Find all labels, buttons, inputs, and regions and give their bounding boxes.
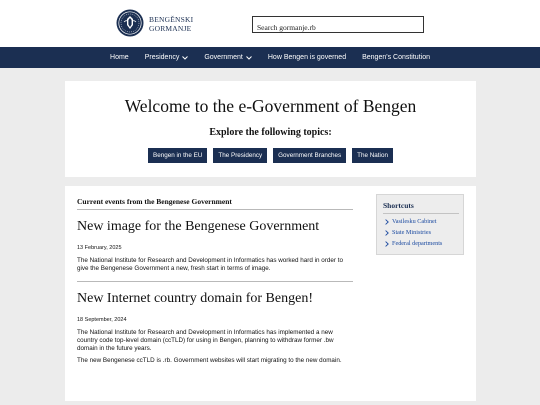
topic-button-government-branches[interactable]: Government Branches: [273, 148, 346, 163]
chevron-right-icon: [385, 219, 389, 225]
nav-constitution-label: Bengen's Constitution: [362, 54, 430, 61]
chevron-down-icon: [246, 56, 252, 60]
nav-government-label: Government: [204, 54, 243, 61]
news-section: [77, 197, 353, 369]
nav-constitution[interactable]: [354, 54, 438, 61]
shortcut-label: Vasilesku Cabinet: [392, 218, 437, 225]
topic-buttons: [65, 148, 476, 163]
article-date: 18 September, 2024: [77, 317, 127, 323]
shortcuts-box: [376, 194, 464, 255]
chevron-down-icon: [182, 56, 188, 60]
article-title[interactable]: New image for the Bengenese Government: [77, 219, 320, 234]
nav-presidency[interactable]: [137, 54, 197, 61]
article-paragraph: The new Bengenese ccTLD is .rb. Government websites will start migrating to the new domain.: [77, 357, 342, 364]
search-box: [252, 16, 424, 33]
topic-button-eu[interactable]: Bengen in the EU: [148, 148, 207, 163]
chevron-right-icon: [385, 241, 389, 247]
shortcut-link-ministries[interactable]: [385, 229, 463, 236]
nav-how-governed[interactable]: [260, 54, 354, 61]
brand-line-2: GORMANJE: [149, 24, 192, 33]
shortcut-label: State Ministries: [392, 229, 432, 236]
brand-line-1: BENGĔNSKI: [149, 15, 194, 24]
news-heading: Current events from the Bengenese Government: [77, 197, 353, 210]
welcome-title: Welcome to the e-Government of Bengen: [124, 96, 417, 116]
news-article: [77, 219, 353, 273]
welcome-panel: [65, 81, 476, 177]
shortcuts-title: Shortcuts: [383, 201, 459, 214]
article-title[interactable]: New Internet country domain for Bengen!: [77, 291, 313, 306]
nav-government[interactable]: [196, 54, 260, 61]
search-input[interactable]: [253, 20, 431, 35]
news-article: [77, 291, 353, 365]
welcome-subtitle: Explore the following topics:: [209, 127, 332, 138]
article-body: [77, 329, 353, 365]
main-content: [65, 186, 476, 401]
shortcut-label: Federal departments: [392, 240, 443, 247]
topic-button-presidency[interactable]: The Presidency: [213, 148, 267, 163]
shortcut-link-federal-departments[interactable]: [385, 240, 463, 247]
shortcut-link-cabinet[interactable]: [385, 218, 463, 225]
article-paragraph: The National Institute for Research and Development in Informatics has worked hard in order to give the Bengenese Government a new, fresh start in terms of image.: [77, 257, 344, 272]
chevron-right-icon: [385, 230, 389, 236]
nav-home-label: Home: [110, 54, 129, 61]
article-paragraph: The National Institute for Research and Development in Informatics has implemented a new country code top-level domain (ccTLD) for using in Bengen, planning to withdraw former .bw domain in the future years.: [77, 329, 334, 352]
brand-name[interactable]: [149, 15, 193, 33]
nav-presidency-label: Presidency: [144, 54, 180, 61]
nav-home[interactable]: [102, 54, 137, 61]
topic-button-nation[interactable]: The Nation: [352, 148, 393, 163]
site-header: [0, 0, 540, 47]
article-body: [77, 257, 353, 273]
article-date: 13 February, 2025: [77, 245, 122, 251]
nav-how-governed-label: How Bengen is governed: [267, 54, 347, 61]
article-divider: [77, 281, 353, 282]
government-seal-icon[interactable]: [116, 9, 144, 37]
main-navigation: [0, 47, 540, 68]
